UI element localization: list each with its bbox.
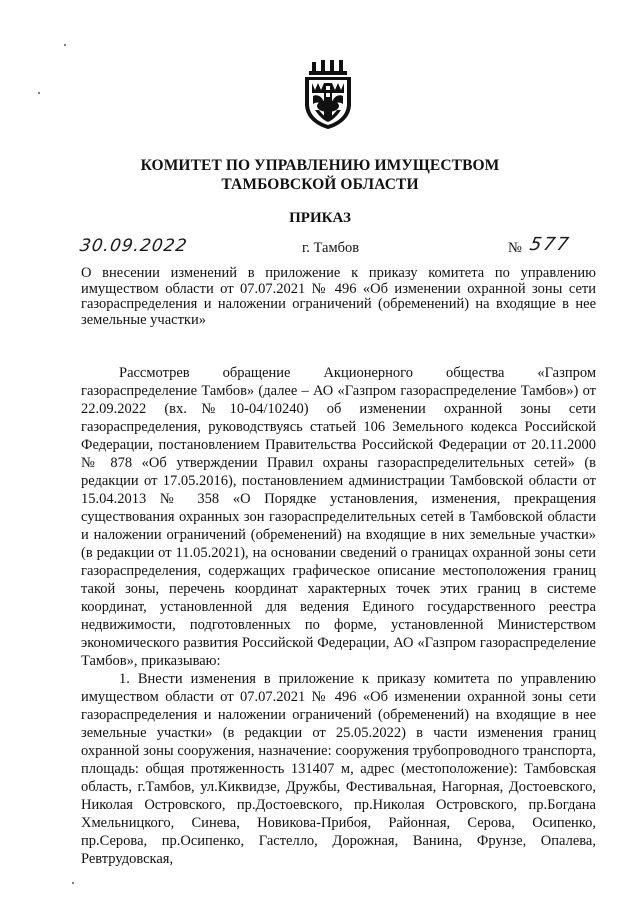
order-body: [81, 364, 596, 868]
scan-speck: [64, 44, 66, 46]
scan-speck: [38, 92, 40, 94]
scan-speck: [72, 882, 74, 884]
organization-name-line2: ТАМБОВСКОЙ ОБЛАСТИ: [221, 176, 419, 193]
order-subject: О внесении изменений в приложение к приказу комитета по управлению имуществом области от 07.07.2021 № 496 «Об изменении охранной зоны сети газораспределения и наложении ограничений (обременений) на входящие в нее земельные участки»: [81, 265, 596, 328]
body-paragraph: 1. Внести изменения в приложение к приказу комитета по управлению имуществом области от 07.07.2021 № 496 «Об изменении охранной зоны сети газораспределения и наложении ограничений (обременений) на входящие в нее земельные участки» (в редакции от 25.05.2022) в части изменения границ охранной зоны сооружения, назначение: сооружения трубопроводного транспорта, площадь: общая протяженность 131407 м, адрес (местоположение): Тамбовская область, г.Тамбов, ул.Киквидзе, Дружбы, Фестивальная, Нагорная, Достоевского, Николая Островского, пр.Достоевского, пр.Николая Островского, пр.Богдана Хмельницкого, Синева, Новикова-Прибоя, Районная, Серова, Осипенко, пр.Серова, пр.Осипенко, Гастелло, Дорожная, Ванина, Фрунзе, Опалева, Ревтрудовская,: [81, 671, 596, 867]
document-type-title: ПРИКАЗ: [289, 210, 351, 226]
tambov-coat-of-arms-emblem: [299, 60, 359, 130]
handwritten-date: 30.09.2022: [78, 236, 189, 256]
city-label: г. Тамбов: [302, 240, 360, 256]
number-sign: №: [508, 240, 522, 256]
organization-name-line1: КОМИТЕТ ПО УПРАВЛЕНИЮ ИМУЩЕСТВОМ: [140, 157, 500, 174]
body-paragraph: Рассмотрев обращение Акционерного общества «Газпром газораспределение Тамбов» (далее – АО «Газпром газораспределение Тамбов») от 22.09.2022 (вх.№10-04/10240) об изменении охранной зоны сети газораспределения, руководствуясь статьей 106 Земельного кодекса Российской Федерации, постановлением Правительства Российской Федерации от 20.11.2000 № 878 «Об утверждении Правил охраны газораспределительных сетей» (в редакции от 17.05.2016), постановлением администрации Тамбовской области от 15.04.2013 № 358 «О Порядке установления, изменения, прекращения существования охранных зон газораспределительных сетей в Тамбовской области и наложении ограничений (обременений) на входящие в них земельные участки» (в редакции от 11.05.2021), на основании сведений о границах охранной зоны сети газораспределения, содержащих графическое описание местоположения границ такой зоны, перечень координат характерных точек этих границ в системе координат, установленной для ведения Единого государственного реестра недвижимости, подготовленных по форме, установленной Министерством экономического развития Российской Федерации, АО «Газпром газораспределение Тамбов», приказываю:: [81, 365, 596, 669]
handwritten-order-number: 577: [528, 234, 573, 255]
